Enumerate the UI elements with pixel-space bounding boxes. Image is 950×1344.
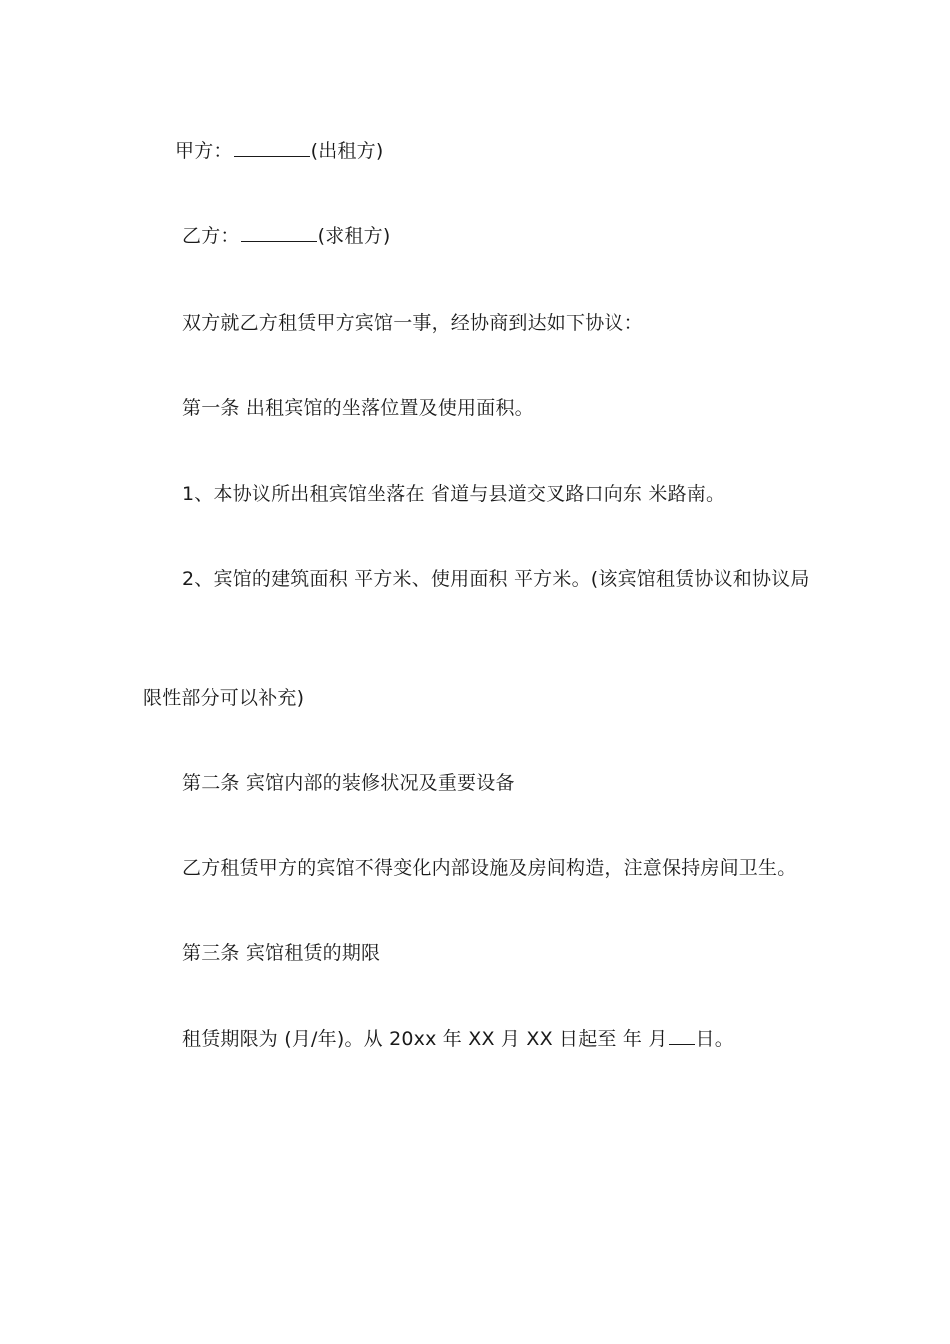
article3-text-before: 租赁期限为 (月/年)。从 20xx 年 XX 月 XX 日起至 年 月: [182, 1028, 668, 1050]
party-b-blank: [241, 223, 317, 242]
article1-item2-line1: 2、宾馆的建筑面积 平方米、使用面积 平方米。(该宾馆租赁协议和协议局: [182, 568, 810, 590]
article3-text-after: 日。: [695, 1028, 734, 1050]
party-a-line: [175, 138, 383, 164]
article3-text: [182, 1026, 734, 1052]
party-b-line: [182, 223, 390, 249]
party-b-label: 乙方：: [182, 225, 240, 247]
day-blank: [669, 1026, 695, 1045]
article1-item2-line2: 限性部分可以补充): [143, 687, 305, 709]
party-a-blank: [234, 138, 310, 157]
intro-paragraph: 双方就乙方租赁甲方宾馆一事，经协商到达如下协议：: [182, 312, 643, 334]
party-b-suffix: (求租方): [317, 225, 391, 247]
article3-title: 第三条 宾馆租赁的期限: [182, 942, 381, 964]
party-a-suffix: (出租方): [310, 140, 384, 162]
party-a-label: 甲方：: [175, 140, 233, 162]
article1-title: 第一条 出租宾馆的坐落位置及使用面积。: [182, 397, 534, 419]
article2-text: 乙方租赁甲方的宾馆不得变化内部设施及房间构造，注意保持房间卫生。: [182, 857, 797, 879]
article1-item1: 1、本协议所出租宾馆坐落在 省道与县道交叉路口向东 米路南。: [182, 483, 726, 505]
article2-title: 第二条 宾馆内部的装修状况及重要设备: [182, 772, 515, 794]
